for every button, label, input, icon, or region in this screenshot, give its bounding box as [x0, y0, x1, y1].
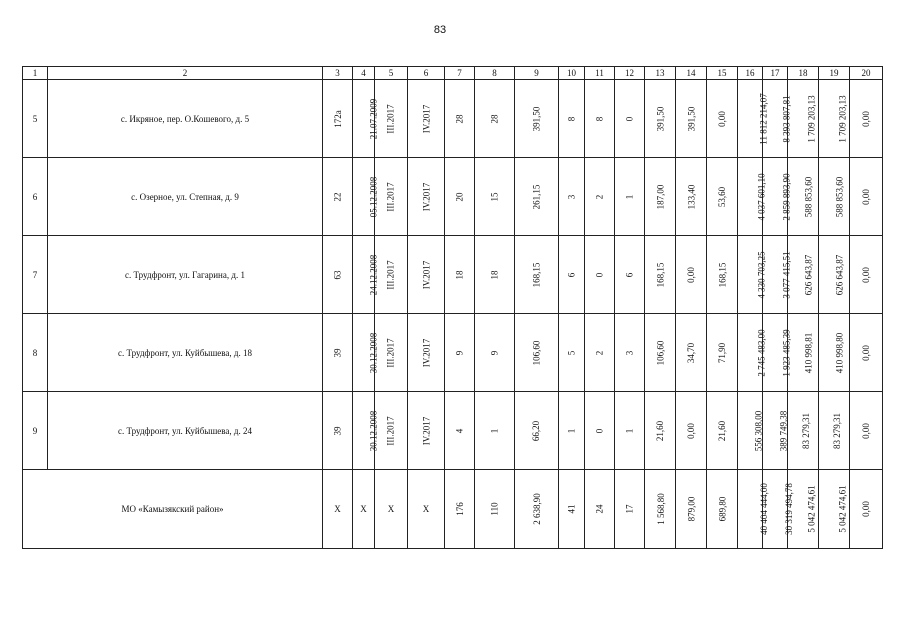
- value-cell-text: III.2017: [386, 259, 396, 290]
- value-cell-text: III.2017: [386, 415, 396, 446]
- value-cell: [707, 80, 738, 158]
- value-cell: [559, 314, 585, 392]
- total-row: [23, 470, 883, 549]
- value-cell: [850, 236, 883, 314]
- value-cell: [515, 158, 559, 236]
- value-cell: [585, 314, 615, 392]
- value-cell-text: 2 745 483,00: [756, 328, 767, 377]
- row-number: 8: [23, 314, 48, 392]
- total-value-cell: [585, 470, 615, 549]
- column-header: 2: [48, 67, 323, 80]
- value-cell-text: 30.12.2008: [368, 410, 379, 451]
- total-value-cell-text: 2 638,90: [531, 493, 542, 525]
- value-cell: [559, 158, 585, 236]
- value-cell: [645, 236, 676, 314]
- column-header: 1: [23, 67, 48, 80]
- address-cell: с. Икряное, пер. О.Кошевого, д. 5: [48, 80, 323, 158]
- value-cell-text: 1: [566, 428, 577, 433]
- total-value-cell: [707, 470, 738, 549]
- value-cell: [585, 392, 615, 470]
- value-cell: [375, 236, 408, 314]
- table-row: [23, 236, 883, 314]
- value-cell: [676, 392, 707, 470]
- value-cell-text: 0,00: [861, 344, 871, 361]
- value-cell-text: 410 998,81: [803, 332, 814, 373]
- value-cell-text: 1: [624, 428, 635, 433]
- value-cell: [353, 314, 379, 392]
- value-cell-text: 0,00: [861, 422, 871, 439]
- total-value-cell-text: 879,00: [686, 496, 696, 522]
- value-cell-text: 8: [566, 116, 577, 121]
- value-cell-text: 106,60: [531, 340, 542, 365]
- value-cell: [763, 392, 788, 470]
- header-row: [23, 67, 883, 80]
- column-header: 19: [819, 67, 850, 80]
- value-cell: [788, 236, 819, 314]
- value-cell: [585, 80, 615, 158]
- total-value-cell-text: 0,00: [861, 501, 871, 517]
- total-value-cell: Х: [353, 470, 375, 549]
- value-cell: [738, 236, 767, 314]
- table-row: [23, 80, 883, 158]
- total-value-cell: Х: [408, 470, 445, 549]
- value-cell: [323, 392, 353, 470]
- value-cell: [475, 158, 515, 236]
- value-cell-text: 1 709 203,13: [806, 94, 817, 143]
- value-cell-text: IV.2017: [421, 416, 431, 445]
- value-cell: [353, 80, 379, 158]
- value-cell-text: 0,00: [861, 188, 871, 205]
- total-value-cell-text: 5 042 474,61: [806, 485, 817, 533]
- value-cell: [445, 236, 475, 314]
- value-cell: [375, 80, 408, 158]
- value-cell-text: 9: [454, 350, 465, 355]
- value-cell-text: 168,15: [655, 262, 665, 287]
- value-cell-text: 2: [594, 194, 605, 199]
- total-value-cell: [676, 470, 707, 549]
- data-table: [22, 66, 883, 549]
- value-cell-text: 3: [566, 194, 577, 199]
- value-cell: [559, 392, 585, 470]
- total-value-cell: [515, 470, 559, 549]
- value-cell: [707, 236, 738, 314]
- value-cell: [676, 158, 707, 236]
- value-cell: [676, 314, 707, 392]
- value-cell-text: 71,90: [717, 342, 727, 363]
- column-header: 12: [615, 67, 645, 80]
- value-cell: [445, 392, 475, 470]
- total-value-cell: [445, 470, 475, 549]
- value-cell: [645, 392, 676, 470]
- total-value-cell-text: 5 042 474,61: [837, 485, 848, 533]
- total-value-cell-text: 17: [624, 504, 635, 514]
- value-cell-text: 66,20: [531, 420, 542, 441]
- value-cell: [615, 314, 645, 392]
- value-cell: [475, 392, 515, 470]
- total-label: МО «Камызякский район»: [23, 470, 323, 549]
- value-cell: [408, 158, 445, 236]
- value-cell-text: 3: [624, 350, 635, 355]
- value-cell-text: 21,60: [655, 420, 665, 441]
- value-cell-text: 8: [594, 116, 605, 121]
- value-cell: [676, 236, 707, 314]
- address-cell: с. Трудфронт, ул. Куйбышева, д. 24: [48, 392, 323, 470]
- value-cell-text: 9: [489, 350, 500, 355]
- total-value-cell-text: 41: [566, 504, 577, 514]
- total-value-cell: [819, 470, 850, 549]
- value-cell-text: 24.12.2008: [368, 254, 379, 295]
- value-cell-text: 6: [624, 272, 635, 277]
- value-cell-text: 83 279,31: [832, 412, 842, 449]
- value-cell-text: 0,00: [717, 110, 727, 127]
- value-cell: [850, 392, 883, 470]
- value-cell: [850, 80, 883, 158]
- total-value-cell: [738, 470, 769, 549]
- value-cell: [515, 236, 559, 314]
- value-cell: [819, 158, 850, 236]
- value-cell: [323, 80, 353, 158]
- value-cell: [353, 158, 379, 236]
- value-cell: [475, 314, 515, 392]
- value-cell: [850, 158, 883, 236]
- value-cell-text: 588 853,60: [803, 176, 814, 217]
- address-cell: с. Озерное, ул. Степная, д. 9: [48, 158, 323, 236]
- value-cell-text: 1: [489, 428, 500, 433]
- table-row: [23, 158, 883, 236]
- column-header: 7: [445, 67, 475, 80]
- value-cell: [445, 158, 475, 236]
- value-cell: [738, 314, 767, 392]
- value-cell-text: 15: [489, 192, 500, 201]
- table-row: [23, 392, 883, 470]
- value-cell-text: 3 077 415,51: [781, 250, 792, 299]
- value-cell-text: III.2017: [386, 337, 396, 368]
- total-value-cell-text: 1 568,80: [655, 493, 666, 525]
- value-cell: [559, 80, 585, 158]
- total-value-cell: Х: [323, 470, 353, 549]
- total-value-cell: Х: [375, 470, 408, 549]
- value-cell: [408, 392, 445, 470]
- value-cell-text: 0,00: [861, 266, 871, 283]
- total-value-cell: [615, 470, 645, 549]
- value-cell: [445, 314, 475, 392]
- value-cell: [707, 392, 738, 470]
- value-cell-text: 0,00: [686, 266, 696, 283]
- total-value-cell-text: 110: [489, 502, 500, 516]
- value-cell: [515, 314, 559, 392]
- value-cell: [585, 158, 615, 236]
- value-cell-text: 28: [454, 114, 465, 123]
- value-cell: [475, 236, 515, 314]
- value-cell: [353, 236, 379, 314]
- value-cell: [850, 314, 883, 392]
- value-cell-text: 389 749,38: [778, 410, 789, 451]
- value-cell-text: 20: [454, 192, 465, 201]
- value-cell-text: 39: [332, 426, 343, 435]
- value-cell-text: 168,15: [717, 262, 727, 287]
- value-cell: [323, 158, 353, 236]
- value-cell-text: 0: [594, 272, 605, 277]
- total-value-cell: [559, 470, 585, 549]
- value-cell-text: 11 812 214,07: [758, 92, 769, 145]
- total-value-cell-text: 30 319 494,78: [783, 483, 794, 535]
- value-cell-text: 53,60: [717, 186, 727, 207]
- value-cell-text: 391,50: [655, 106, 665, 131]
- value-cell: [475, 80, 515, 158]
- column-header: 9: [515, 67, 559, 80]
- value-cell: [645, 158, 676, 236]
- column-header: 20: [850, 67, 883, 80]
- value-cell-text: 0,00: [861, 110, 871, 127]
- column-header: 10: [559, 67, 585, 80]
- column-header: 18: [788, 67, 819, 80]
- value-cell-text: 588 853,60: [834, 176, 845, 217]
- value-cell-text: 18: [454, 270, 465, 279]
- value-cell: [375, 392, 408, 470]
- value-cell-text: 172а: [332, 109, 343, 128]
- value-cell-text: 34,70: [686, 342, 696, 363]
- value-cell-text: 8 393 807,81: [781, 94, 792, 143]
- column-header: 13: [645, 67, 676, 80]
- column-header: 8: [475, 67, 515, 80]
- value-cell: [645, 80, 676, 158]
- value-cell: [515, 80, 559, 158]
- value-cell-text: 30.12.2008: [368, 332, 379, 373]
- row-number: 7: [23, 236, 48, 314]
- column-header: 11: [585, 67, 615, 80]
- value-cell-text: 106,60: [655, 340, 665, 365]
- value-cell-text: IV.2017: [421, 338, 431, 367]
- value-cell: [515, 392, 559, 470]
- value-cell: [408, 236, 445, 314]
- value-cell-text: 28: [489, 114, 500, 123]
- value-cell-text: 187,00: [655, 184, 665, 209]
- value-cell-text: 63: [332, 270, 343, 279]
- value-cell: [819, 236, 850, 314]
- value-cell: [707, 314, 738, 392]
- row-number: 9: [23, 392, 48, 470]
- value-cell: [375, 158, 408, 236]
- value-cell: [408, 80, 445, 158]
- value-cell: [375, 314, 408, 392]
- value-cell-text: 22: [332, 192, 343, 201]
- value-cell: [819, 314, 850, 392]
- value-cell: [615, 392, 645, 470]
- column-header: 4: [353, 67, 375, 80]
- column-header: 15: [707, 67, 738, 80]
- value-cell: [615, 236, 645, 314]
- value-cell-text: 391,50: [686, 106, 696, 131]
- value-cell-text: 2: [594, 350, 605, 355]
- value-cell: [615, 80, 645, 158]
- column-header: 6: [408, 67, 445, 80]
- value-cell-text: 4 330 703,25: [756, 250, 767, 299]
- value-cell: [788, 158, 819, 236]
- value-cell-text: 6: [566, 272, 577, 277]
- value-cell-text: III.2017: [386, 103, 396, 134]
- total-value-cell-text: 40 404 444,00: [758, 483, 769, 535]
- column-header: 3: [323, 67, 353, 80]
- value-cell: [676, 80, 707, 158]
- column-header: 17: [763, 67, 788, 80]
- value-cell-text: 5: [566, 350, 577, 355]
- value-cell-text: 21.07.2009: [368, 98, 379, 139]
- address-cell: с. Трудфронт, ул. Гагарина, д. 1: [48, 236, 323, 314]
- value-cell-text: 18: [489, 270, 500, 279]
- value-cell: [585, 236, 615, 314]
- value-cell: [645, 314, 676, 392]
- value-cell-text: 4 037 601,10: [756, 172, 767, 221]
- column-header: 14: [676, 67, 707, 80]
- value-cell-text: III.2017: [386, 181, 396, 212]
- value-cell-text: 0: [624, 116, 635, 121]
- row-number: 5: [23, 80, 48, 158]
- value-cell: [738, 158, 767, 236]
- value-cell-text: 39: [332, 348, 343, 357]
- value-cell: [707, 158, 738, 236]
- address-cell: с. Трудфронт, ул. Куйбышева, д. 18: [48, 314, 323, 392]
- value-cell-text: 2 859 893,90: [781, 172, 792, 221]
- value-cell-text: 168,15: [531, 262, 542, 287]
- total-value-cell-text: 24: [594, 504, 605, 514]
- value-cell: [353, 392, 379, 470]
- total-value-cell-text: 176: [454, 502, 465, 516]
- value-cell-text: 261,15: [531, 184, 542, 209]
- value-cell: [323, 314, 353, 392]
- total-value-cell: [645, 470, 676, 549]
- value-cell: [819, 80, 850, 158]
- value-cell: [819, 392, 850, 470]
- total-value-cell: [850, 470, 883, 549]
- value-cell-text: 0,00: [686, 422, 696, 439]
- value-cell-text: 626 643,87: [834, 254, 845, 295]
- value-cell: [738, 392, 763, 470]
- value-cell: [559, 236, 585, 314]
- value-cell-text: IV.2017: [421, 182, 431, 211]
- value-cell: [788, 392, 819, 470]
- table-row: [23, 314, 883, 392]
- value-cell-text: 391,50: [531, 106, 542, 131]
- row-number: 6: [23, 158, 48, 236]
- column-header: 16: [738, 67, 763, 80]
- value-cell: [738, 80, 769, 158]
- value-cell-text: 4: [454, 428, 465, 433]
- value-cell-text: 1 923 485,39: [781, 328, 792, 377]
- value-cell-text: 1: [624, 194, 635, 199]
- value-cell-text: 05.12.2008: [368, 176, 379, 217]
- value-cell: [408, 314, 445, 392]
- total-value-cell: [475, 470, 515, 549]
- total-value-cell-text: 689,80: [717, 496, 727, 522]
- value-cell-text: 83 279,31: [801, 412, 811, 449]
- page-number: 83: [433, 24, 447, 36]
- value-cell: [788, 80, 819, 158]
- value-cell-text: 410 998,80: [834, 332, 845, 373]
- value-cell-text: 21,60: [717, 420, 727, 441]
- value-cell-text: IV.2017: [421, 104, 431, 133]
- value-cell: [445, 80, 475, 158]
- value-cell-text: IV.2017: [421, 260, 431, 289]
- column-header: 5: [375, 67, 408, 80]
- value-cell-text: 0: [594, 428, 605, 433]
- value-cell: [615, 158, 645, 236]
- value-cell-text: 626 643,87: [803, 254, 814, 295]
- value-cell-text: 133,40: [686, 184, 696, 209]
- value-cell-text: 556 308,00: [753, 410, 764, 451]
- value-cell: [323, 236, 353, 314]
- value-cell: [788, 314, 819, 392]
- value-cell-text: 1 709 203,13: [837, 94, 848, 143]
